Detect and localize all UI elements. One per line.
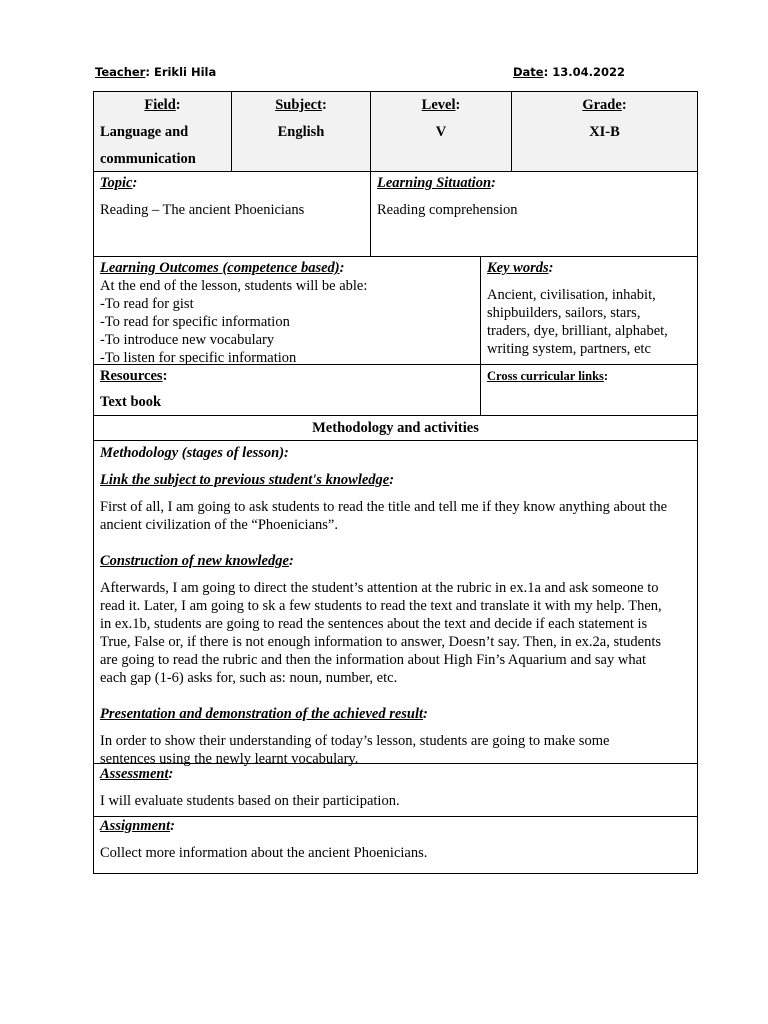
subject-cell [231, 92, 370, 171]
resources-label: Resources [100, 368, 163, 384]
teacher-label: Teacher [95, 65, 146, 79]
assignment-cell [94, 817, 697, 873]
assignment-label: Assignment [100, 818, 171, 834]
date-value: : 13.04.2022 [543, 65, 625, 79]
construction-line: True, False or, if there is not enough information to answer, Doesn’t say. Then, in ex.2a, students [100, 634, 662, 650]
assessment-value: I will evaluate students based on their participation. [100, 793, 400, 809]
outcome-line: -To listen for specific information [100, 350, 297, 366]
topic-colon: : [132, 175, 138, 191]
subject-colon: : [321, 97, 327, 113]
assignment-value: Collect more information about the ancient Phoenicians. [100, 845, 428, 861]
topic-label: Topic [100, 175, 133, 191]
teacher-name: : Erikli Hila [145, 65, 217, 79]
construction-line: are going to read the rubric and then the information about High Fin’s Aquarium and say what [100, 652, 647, 668]
construction-line: in ex.1b, students are going to read the sentences about the text and decide if each statement is [100, 616, 648, 632]
resources-value: Text book [100, 394, 162, 410]
assessment-cell [94, 764, 697, 816]
grade-colon: : [621, 97, 627, 113]
assessment-label: Assessment [100, 766, 169, 782]
topic-cell [94, 172, 370, 256]
assessment-row [94, 764, 697, 817]
learning-situation-colon: : [491, 175, 496, 191]
key-words-cell [480, 257, 697, 364]
learning-situation-value: Reading comprehension [377, 202, 518, 218]
learning-situation-label: Learning Situation [377, 175, 492, 191]
level-colon: : [455, 97, 461, 113]
teacher-header [95, 65, 216, 79]
topic-value: Reading – The ancient Phoenicians [100, 202, 305, 218]
resources-row [94, 365, 697, 416]
link-knowledge-label: Link the subject to previous student's knowledge [100, 472, 390, 488]
subject-value: English [277, 124, 325, 140]
methodology-cell [94, 441, 697, 767]
learning-outcomes-cell [94, 257, 480, 364]
assignment-row [94, 817, 697, 874]
link-knowledge-colon: : [389, 472, 395, 488]
key-words-label: Key words [487, 260, 549, 276]
cross-curricular-cell [480, 365, 697, 415]
resources-colon: : [162, 368, 168, 384]
subject-label: Subject [275, 97, 322, 113]
construction-line: each gap (1-6) asks for, such as: noun, number, etc. [100, 670, 398, 686]
key-words-line: Ancient, civilisation, inhabit, [487, 287, 656, 303]
field-value-2: communication [100, 151, 196, 167]
assessment-colon: : [168, 766, 174, 782]
outcome-line: -To introduce new vocabulary [100, 332, 275, 348]
date-header [513, 65, 625, 79]
key-words-line: traders, dye, brilliant, alphabet, [487, 323, 668, 339]
methodology-title-row [94, 416, 697, 441]
key-words-line: writing system, partners, etc [487, 341, 651, 357]
grade-label: Grade [582, 97, 622, 113]
key-words-line: shipbuilders, sailors, stars, [487, 305, 641, 321]
learning-situation-cell [370, 172, 697, 256]
link-knowledge-line: First of all, I am going to ask students to read the title and tell me if they know anything about the [100, 499, 668, 515]
level-value: V [435, 124, 447, 140]
learning-outcomes-label: Learning Outcomes (competence based) [100, 260, 340, 276]
learning-outcomes-colon: : [339, 260, 345, 276]
construction-line: read it. Later, I am going to sk a few students to read the text and translate it with my help. Then, [100, 598, 662, 614]
level-cell [370, 92, 511, 171]
outcomes-row [94, 257, 697, 365]
link-knowledge-line: ancient civilization of the “Phoenicians”. [100, 517, 338, 533]
lesson-plan-table [93, 91, 698, 874]
field-cell [94, 92, 231, 171]
construction-line: Afterwards, I am going to direct the student’s attention at the rubric in ex.1a and ask someone to [100, 580, 659, 596]
grade-value: XI-B [589, 124, 620, 140]
grade-cell [511, 92, 697, 171]
presentation-colon: : [423, 706, 428, 722]
info-row [94, 92, 697, 172]
stages-label: Methodology (stages of lesson): [100, 445, 289, 461]
construction-label: Construction of new knowledge [100, 553, 289, 569]
topic-row [94, 172, 697, 257]
presentation-line: sentences using the newly learnt vocabulary. [100, 751, 359, 767]
field-label: Field [144, 97, 176, 113]
cross-curricular-label: Cross curricular links [487, 369, 604, 383]
construction-colon: : [288, 553, 294, 569]
outcome-line: -To read for specific information [100, 314, 290, 330]
assignment-colon: : [170, 818, 175, 834]
presentation-line: In order to show their understanding of today’s lesson, students are going to make some [100, 733, 610, 749]
field-value-1: Language and [100, 124, 189, 140]
methodology-title: Methodology and activities [312, 420, 479, 436]
outcome-line: -To read for gist [100, 296, 194, 312]
outcome-line: At the end of the lesson, students will be able: [100, 278, 368, 294]
key-words-colon: : [548, 260, 554, 276]
presentation-label: Presentation and demonstration of the achieved result [100, 706, 424, 722]
date-label: Date [513, 65, 544, 79]
level-label: Level [421, 97, 456, 113]
resources-cell [94, 365, 480, 415]
cross-curricular-colon: : [603, 369, 609, 383]
methodology-row [94, 441, 697, 767]
field-colon: : [175, 97, 181, 113]
